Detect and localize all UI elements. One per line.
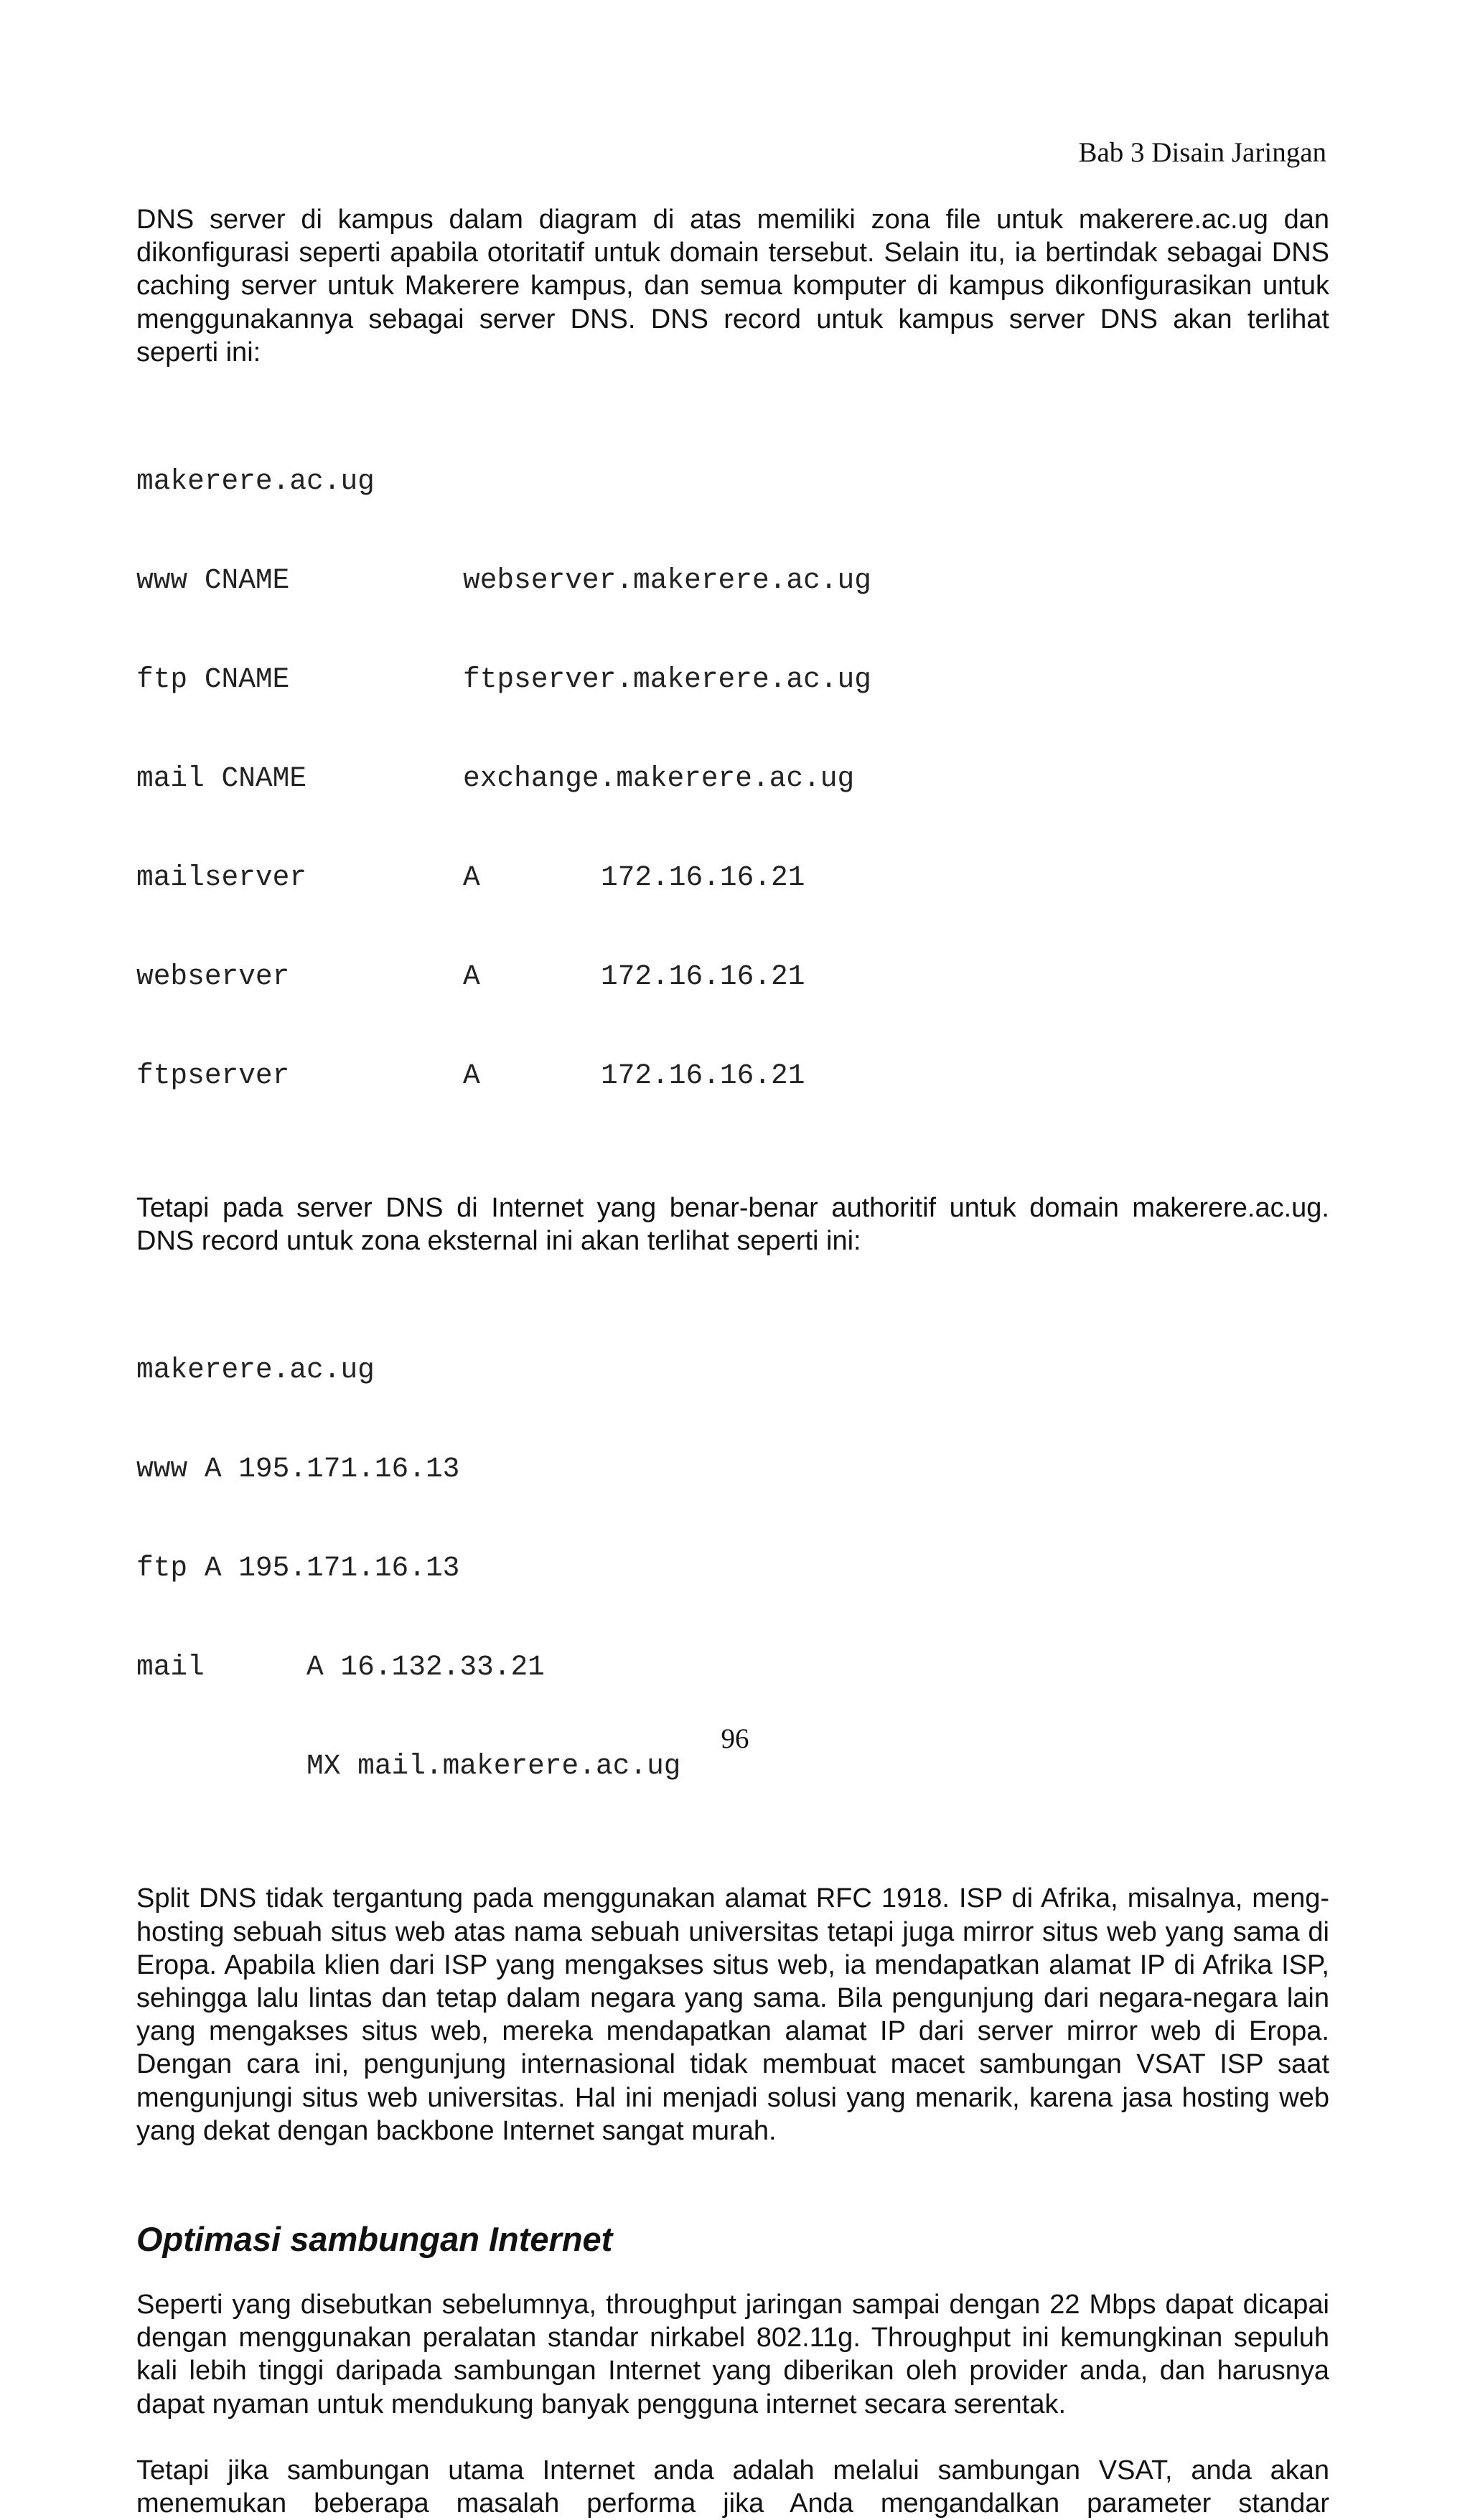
spacer [136,369,1329,402]
record-name: mail [136,1651,205,1684]
record-value: MX mail.makerere.ac.ug [306,1750,681,1783]
record-address: 172.16.16.21 [601,1059,805,1092]
paragraph-internal-dns: DNS server di kampus dalam diagram di atas memiliki zona file untuk makerere.ac.ug dan dikonfigurasi seperti apabila otoritatif untuk domain tersebut. Selain itu, ia bertindak sebagai DNS caching server untuk Makerere kampus, dan semua komputer di kampus dikonfigurasikan untuk menggunakannya sebagai server DNS. DNS record untuk kampus server DNS akan terlihat seperti ini: [136,205,1329,367]
record-line: ftp A 195.171.16.13 [136,1552,460,1585]
spacer [136,1849,1329,1882]
dns-record-row [136,1552,1329,1585]
dns-record-row [136,762,1329,795]
internal-zone-records [136,399,1329,1158]
record-value: exchange.makerere.ac.ug [463,762,855,795]
record-line: www A 195.171.16.13 [136,1453,460,1486]
record-type: A [463,960,480,993]
spacer [136,2147,1329,2219]
dns-record-row [136,1059,1329,1092]
zone-name: makerere.ac.ug [136,1354,375,1387]
record-name: ftp CNAME [136,663,290,696]
record-address: 172.16.16.21 [601,960,805,993]
paragraph-external-dns: Tetapi pada server DNS di Internet yang benar-benar authoritif untuk domain makerere.ac.ug. DNS record untuk zona eksternal ini akan terlihat seperti ini: [136,1193,1329,1257]
spacer [136,2421,1329,2454]
record-type: A [463,861,480,894]
page-content [136,203,1329,2520]
record-value: ftpserver.makerere.ac.ug [463,663,871,696]
dns-record-row [136,663,1329,696]
code-line [136,1354,1329,1387]
dns-record-row [136,1651,1329,1684]
running-header: Bab 3 Disain Jaringan [1078,137,1326,168]
zone-name: makerere.ac.ug [136,465,375,498]
dns-record-row [136,564,1329,597]
record-address: 172.16.16.21 [601,861,805,894]
spacer [136,1158,1329,1191]
spacer [136,2259,1329,2288]
record-value: A 16.132.33.21 [306,1651,545,1684]
paragraph-vsat: Tetapi jika sambungan utama Internet anda adalah melalui sambungan VSAT, anda akan menemukan beberapa masalah performa jika Anda mengandalkan parameter standar [136,2455,1329,2519]
paragraph-throughput: Seperti yang disebutkan sebelumnya, throughput jaringan sampai dengan 22 Mbps dapat dicapai dengan menggunakan peralatan standar nirkabel 802.11g. Throughput ini kemungkinan sepuluh kali lebih tinggi daripada sambungan Internet yang diberikan oleh provider anda, dan harusnya dapat nyaman untuk mendukung banyak pengguna internet secara serentak. [136,2290,1329,2420]
section-heading: Optimasi sambungan Internet [136,2220,613,2259]
spacer [136,1257,1329,1291]
record-name: mail CNAME [136,762,307,795]
paragraph-split-dns: Split DNS tidak tergantung pada menggunakan alamat RFC 1918. ISP di Afrika, misalnya, meng-hosting sebuah situs web atas nama sebuah universitas tetapi juga mirror situs web yang sama di Eropa. Apabila klien dari ISP yang mengakses situs web, ia mendapatkan alamat IP di Afrika ISP, sehingga lalu lintas dan tetap dalam negara yang sama. Bila pengunjung dari negara-negara lain yang mengakses situs web, mereka mendapatkan alamat IP dari server mirror web di Eropa. Dengan cara ini, pengunjung internasional tidak membuat macet sambungan VSAT ISP saat mengunjungi situs web universitas. Hal ini menjadi solusi yang menarik, karena jasa hosting web yang dekat dengan backbone Internet sangat murah. [136,1883,1329,2146]
record-name: www CNAME [136,564,290,597]
dns-record-row [136,960,1329,993]
record-name: mailserver [136,861,307,894]
dns-record-row [136,1453,1329,1486]
code-line [136,465,1329,498]
record-value: webserver.makerere.ac.ug [463,564,871,597]
record-name: webserver [136,960,290,993]
page-number: 96 [721,1723,749,1754]
record-name: ftpserver [136,1059,290,1092]
dns-record-row [136,861,1329,894]
record-type: A [463,1059,480,1092]
external-zone-records [136,1288,1329,1849]
